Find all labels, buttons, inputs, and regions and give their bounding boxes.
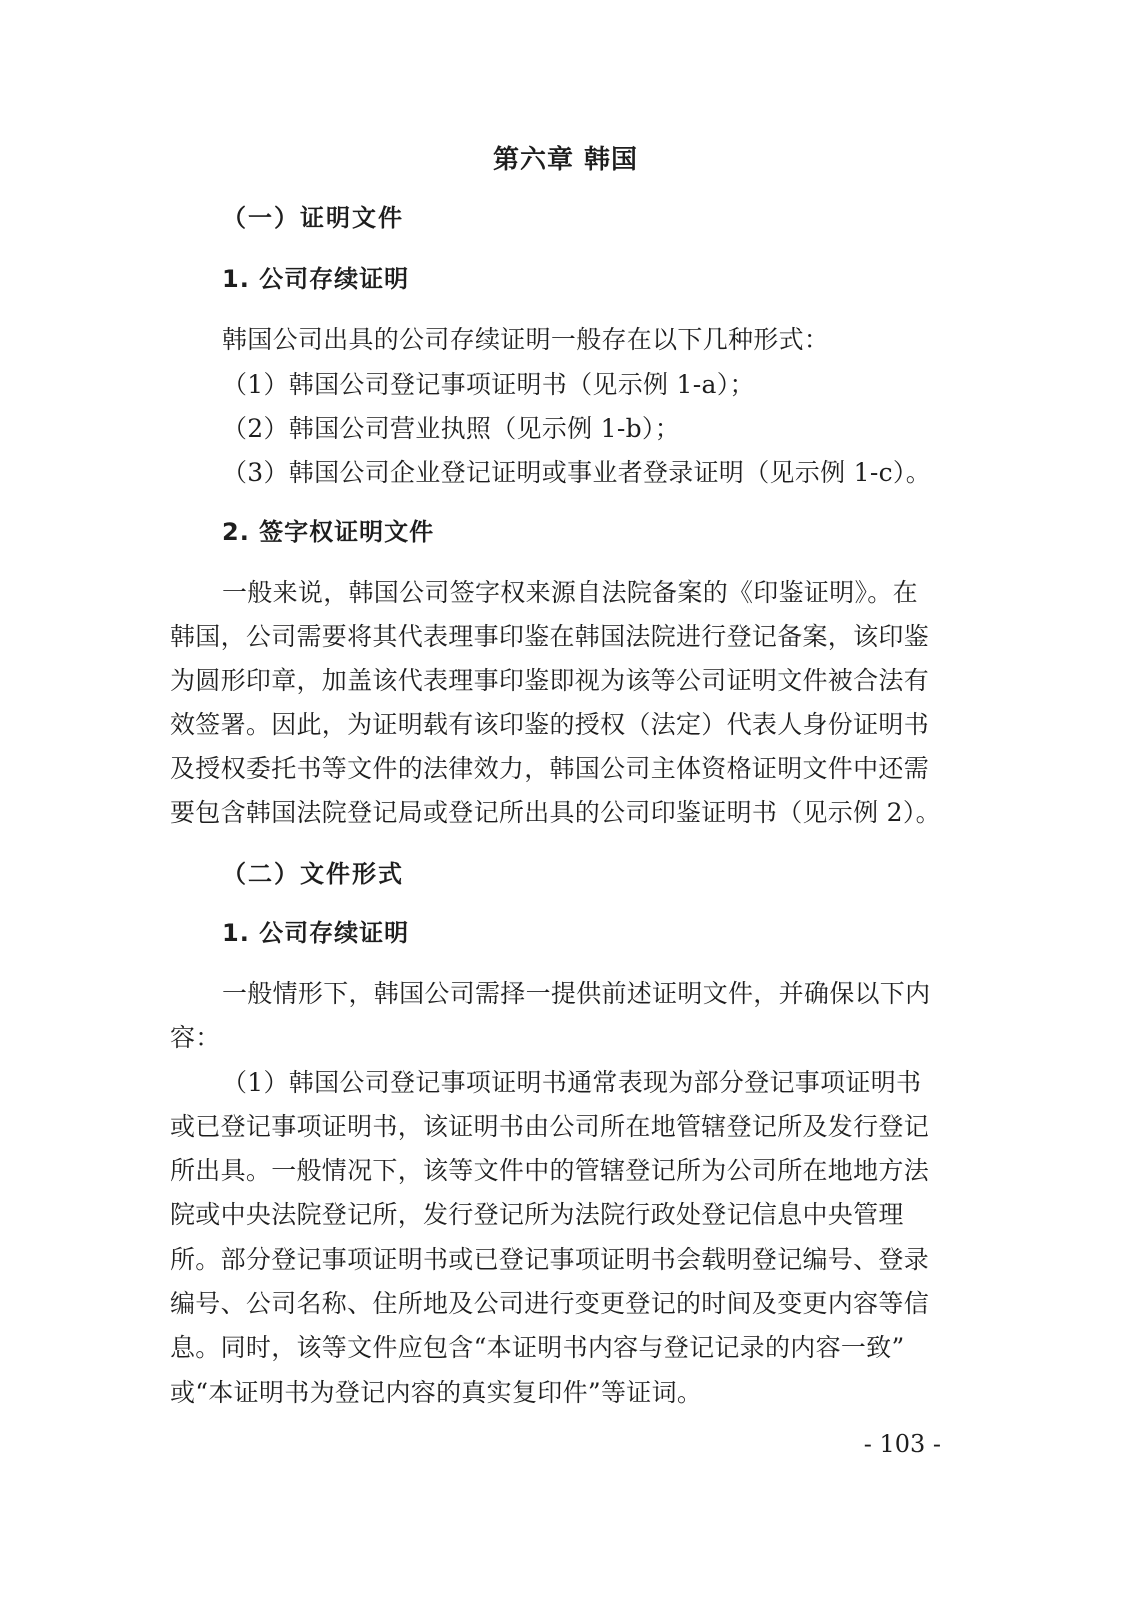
paragraph-line: 息。同时，该等文件应包含“本证明书内容与登记记录的内容一致”: [170, 1333, 905, 1362]
paragraph-line: 要包含韩国法院登记局或登记所出具的公司印鉴证明书（见示例 2）。: [170, 798, 941, 827]
page-number: - 103 -: [863, 1430, 941, 1458]
paragraph-line: 效签署。因此，为证明载有该印鉴的授权（法定）代表人身份证明书: [170, 710, 930, 739]
paragraph-line: 一般来说，韩国公司签字权来源自法院备案的《印鉴证明》。在: [222, 578, 918, 607]
paragraph-line: 为圆形印章，加盖该代表理事印鉴即视为该等公司证明文件被合法有: [170, 666, 930, 695]
list-item: （1）韩国公司登记事项证明书（见示例 1-a）；: [222, 370, 755, 399]
paragraph-line: 编号、公司名称、住所地及公司进行变更登记的时间及变更内容等信: [170, 1289, 930, 1318]
chapter-title: 第六章 韩国: [492, 145, 639, 175]
paragraph-line: 所。部分登记事项证明书或已登记事项证明书会载明登记编号、登录: [170, 1245, 930, 1274]
list-item: （2）韩国公司营业执照（见示例 1-b）；: [222, 414, 681, 443]
section-heading-proof-documents: （一）证明文件: [222, 204, 404, 232]
list-item: （3）韩国公司企业登记证明或事业者登录证明（见示例 1-c）。: [222, 458, 932, 487]
sub-heading-company-existence: 1. 公司存续证明: [222, 265, 410, 293]
paragraph-line: （1）韩国公司登记事项证明书通常表现为部分登记事项证明书: [222, 1068, 922, 1097]
paragraph-line: 韩国，公司需要将其代表理事印鉴在韩国法院进行登记备案，该印鉴: [170, 622, 930, 651]
paragraph-line: 及授权委托书等文件的法律效力，韩国公司主体资格证明文件中还需: [170, 754, 930, 783]
sub-heading-company-existence: 1. 公司存续证明: [222, 919, 410, 947]
paragraph-line: 院或中央法院登记所，发行登记所为法院行政处登记信息中央管理: [170, 1200, 904, 1229]
paragraph-line: 容：: [170, 1023, 221, 1052]
paragraph-line: 或“本证明书为登记内容的真实复印件”等证词。: [170, 1378, 703, 1407]
paragraph-line: 韩国公司出具的公司存续证明一般存在以下几种形式：: [222, 325, 830, 354]
paragraph-line: 所出具。一般情况下，该等文件中的管辖登记所为公司所在地地方法: [170, 1156, 930, 1185]
paragraph-line: 一般情形下，韩国公司需择一提供前述证明文件，并确保以下内: [222, 979, 931, 1008]
paragraph-line: 或已登记事项证明书，该证明书由公司所在地管辖登记所及发行登记: [170, 1112, 930, 1141]
section-heading-document-form: （二）文件形式: [222, 860, 404, 888]
sub-heading-signature-authority: 2. 签字权证明文件: [222, 518, 435, 546]
